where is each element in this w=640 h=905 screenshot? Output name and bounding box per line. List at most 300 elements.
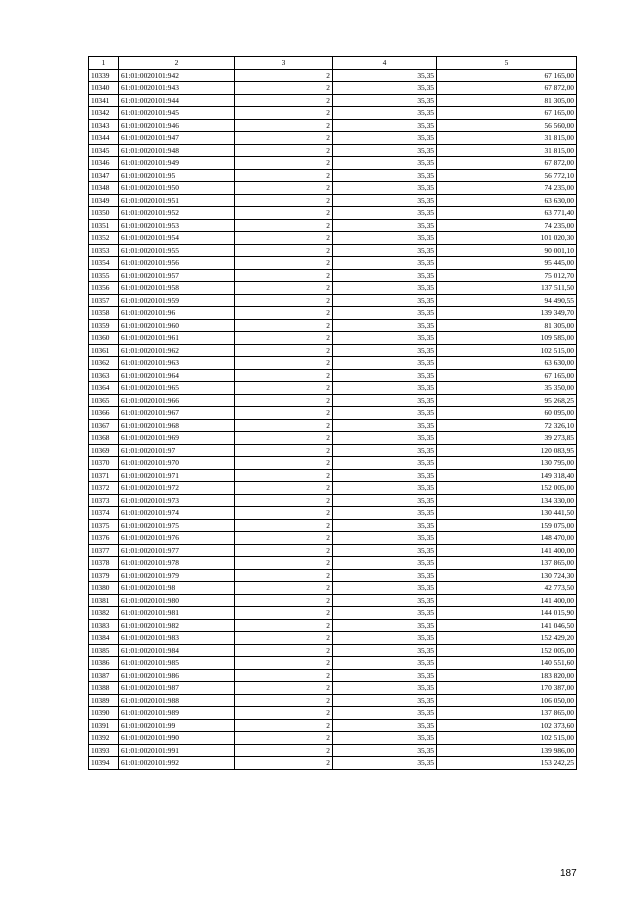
row-number-cell: 10355: [89, 269, 119, 282]
rate-cell: 35,35: [333, 257, 437, 270]
row-number-cell: 10371: [89, 469, 119, 482]
table-row: [89, 694, 577, 707]
cadastral-number-cell: 61:01:0020101:954: [119, 232, 235, 245]
quantity-cell: 2: [235, 294, 333, 307]
rate-cell: 35,35: [333, 732, 437, 745]
quantity-cell: 2: [235, 269, 333, 282]
cadastral-number-cell: 61:01:0020101:943: [119, 82, 235, 95]
row-number-cell: 10380: [89, 582, 119, 595]
rate-cell: 35,35: [333, 207, 437, 220]
quantity-cell: 2: [235, 344, 333, 357]
table-row: [89, 244, 577, 257]
row-number-cell: 10341: [89, 94, 119, 107]
table-row: [89, 557, 577, 570]
cadastral-number-cell: 61:01:0020101:982: [119, 619, 235, 632]
cadastral-number-cell: 61:01:0020101:946: [119, 119, 235, 132]
rate-cell: 35,35: [333, 744, 437, 757]
cadastral-number-cell: 61:01:0020101:987: [119, 682, 235, 695]
table-row: [89, 407, 577, 420]
quantity-cell: 2: [235, 632, 333, 645]
quantity-cell: 2: [235, 369, 333, 382]
cadastral-number-cell: 61:01:0020101:958: [119, 282, 235, 295]
quantity-cell: 2: [235, 582, 333, 595]
amount-cell: 137 865,00: [437, 707, 577, 720]
quantity-cell: 2: [235, 332, 333, 345]
quantity-cell: 2: [235, 357, 333, 370]
amount-cell: 140 551,60: [437, 657, 577, 670]
cadastral-number-cell: 61:01:0020101:951: [119, 194, 235, 207]
cadastral-number-cell: 61:01:0020101:985: [119, 657, 235, 670]
table-row: [89, 269, 577, 282]
amount-cell: 148 470,00: [437, 532, 577, 545]
row-number-cell: 10393: [89, 744, 119, 757]
quantity-cell: 2: [235, 432, 333, 445]
amount-cell: 67 165,00: [437, 69, 577, 82]
quantity-cell: 2: [235, 319, 333, 332]
cadastral-number-cell: 61:01:0020101:991: [119, 744, 235, 757]
row-number-cell: 10384: [89, 632, 119, 645]
table-row: [89, 607, 577, 620]
row-number-cell: 10377: [89, 544, 119, 557]
amount-cell: 95 445,00: [437, 257, 577, 270]
quantity-cell: 2: [235, 732, 333, 745]
table-row: [89, 357, 577, 370]
row-number-cell: 10356: [89, 282, 119, 295]
amount-cell: 63 630,00: [437, 357, 577, 370]
rate-cell: 35,35: [333, 319, 437, 332]
row-number-cell: 10364: [89, 382, 119, 395]
amount-cell: 144 015,90: [437, 607, 577, 620]
cadastral-number-cell: 61:01:0020101:96: [119, 307, 235, 320]
quantity-cell: 2: [235, 707, 333, 720]
quantity-cell: 2: [235, 482, 333, 495]
rate-cell: 35,35: [333, 307, 437, 320]
rate-cell: 35,35: [333, 94, 437, 107]
row-number-cell: 10392: [89, 732, 119, 745]
table-row: [89, 707, 577, 720]
cadastral-number-cell: 61:01:0020101:968: [119, 419, 235, 432]
quantity-cell: 2: [235, 607, 333, 620]
rate-cell: 35,35: [333, 544, 437, 557]
quantity-cell: 2: [235, 619, 333, 632]
quantity-cell: 2: [235, 257, 333, 270]
rate-cell: 35,35: [333, 594, 437, 607]
amount-cell: 31 815,00: [437, 132, 577, 145]
rate-cell: 35,35: [333, 419, 437, 432]
quantity-cell: 2: [235, 507, 333, 520]
row-number-cell: 10344: [89, 132, 119, 145]
cadastral-number-cell: 61:01:0020101:945: [119, 107, 235, 120]
table-row: [89, 644, 577, 657]
row-number-cell: 10363: [89, 369, 119, 382]
cadastral-number-cell: 61:01:0020101:977: [119, 544, 235, 557]
quantity-cell: 2: [235, 444, 333, 457]
table-row: [89, 344, 577, 357]
table-row: [89, 482, 577, 495]
cadastral-number-cell: 61:01:0020101:965: [119, 382, 235, 395]
amount-cell: 67 165,00: [437, 369, 577, 382]
cadastral-number-cell: 61:01:0020101:962: [119, 344, 235, 357]
data-table: [88, 56, 577, 770]
row-number-cell: 10391: [89, 719, 119, 732]
row-number-cell: 10378: [89, 557, 119, 570]
rate-cell: 35,35: [333, 344, 437, 357]
amount-cell: 141 400,00: [437, 594, 577, 607]
cadastral-number-cell: 61:01:0020101:986: [119, 669, 235, 682]
page-number: 187: [560, 868, 577, 879]
quantity-cell: 2: [235, 557, 333, 570]
row-number-cell: 10372: [89, 482, 119, 495]
cadastral-number-cell: 61:01:0020101:978: [119, 557, 235, 570]
quantity-cell: 2: [235, 282, 333, 295]
table-row: [89, 157, 577, 170]
rate-cell: 35,35: [333, 232, 437, 245]
table-row: [89, 544, 577, 557]
table-row: [89, 669, 577, 682]
row-number-cell: 10348: [89, 182, 119, 195]
table-row: [89, 382, 577, 395]
row-number-cell: 10379: [89, 569, 119, 582]
rate-cell: 35,35: [333, 219, 437, 232]
table-row: [89, 307, 577, 320]
quantity-cell: 2: [235, 219, 333, 232]
quantity-cell: 2: [235, 382, 333, 395]
amount-cell: 63 771,40: [437, 207, 577, 220]
rate-cell: 35,35: [333, 394, 437, 407]
rate-cell: 35,35: [333, 132, 437, 145]
amount-cell: 134 330,00: [437, 494, 577, 507]
rate-cell: 35,35: [333, 494, 437, 507]
row-number-cell: 10388: [89, 682, 119, 695]
amount-cell: 137 511,50: [437, 282, 577, 295]
cadastral-number-cell: 61:01:0020101:97: [119, 444, 235, 457]
table-row: [89, 732, 577, 745]
quantity-cell: 2: [235, 182, 333, 195]
rate-cell: 35,35: [333, 557, 437, 570]
table-row: [89, 744, 577, 757]
rate-cell: 35,35: [333, 482, 437, 495]
rate-cell: 35,35: [333, 532, 437, 545]
amount-cell: 102 515,00: [437, 344, 577, 357]
quantity-cell: 2: [235, 144, 333, 157]
cadastral-number-cell: 61:01:0020101:95: [119, 169, 235, 182]
table-row: [89, 319, 577, 332]
row-number-cell: 10376: [89, 532, 119, 545]
cadastral-number-cell: 61:01:0020101:98: [119, 582, 235, 595]
quantity-cell: 2: [235, 694, 333, 707]
row-number-cell: 10359: [89, 319, 119, 332]
amount-cell: 159 075,00: [437, 519, 577, 532]
cadastral-number-cell: 61:01:0020101:99: [119, 719, 235, 732]
row-number-cell: 10383: [89, 619, 119, 632]
table-row: [89, 294, 577, 307]
quantity-cell: 2: [235, 169, 333, 182]
amount-cell: 106 050,00: [437, 694, 577, 707]
row-number-cell: 10381: [89, 594, 119, 607]
amount-cell: 95 268,25: [437, 394, 577, 407]
cadastral-number-cell: 61:01:0020101:967: [119, 407, 235, 420]
cadastral-number-cell: 61:01:0020101:989: [119, 707, 235, 720]
rate-cell: 35,35: [333, 682, 437, 695]
cadastral-number-cell: 61:01:0020101:947: [119, 132, 235, 145]
table-header-row: [89, 57, 577, 70]
rate-cell: 35,35: [333, 607, 437, 620]
quantity-cell: 2: [235, 644, 333, 657]
cadastral-number-cell: 61:01:0020101:971: [119, 469, 235, 482]
quantity-cell: 2: [235, 244, 333, 257]
row-number-cell: 10361: [89, 344, 119, 357]
row-number-cell: 10373: [89, 494, 119, 507]
amount-cell: 152 429,20: [437, 632, 577, 645]
quantity-cell: 2: [235, 669, 333, 682]
rate-cell: 35,35: [333, 107, 437, 120]
quantity-cell: 2: [235, 532, 333, 545]
cadastral-number-cell: 61:01:0020101:975: [119, 519, 235, 532]
table-row: [89, 169, 577, 182]
table-row: [89, 232, 577, 245]
amount-cell: 102 515,00: [437, 732, 577, 745]
table-row: [89, 132, 577, 145]
column-header-1: 1: [89, 57, 119, 70]
cadastral-number-cell: 61:01:0020101:983: [119, 632, 235, 645]
rate-cell: 35,35: [333, 382, 437, 395]
quantity-cell: 2: [235, 157, 333, 170]
quantity-cell: 2: [235, 94, 333, 107]
rate-cell: 35,35: [333, 444, 437, 457]
quantity-cell: 2: [235, 419, 333, 432]
amount-cell: 139 349,70: [437, 307, 577, 320]
quantity-cell: 2: [235, 457, 333, 470]
cadastral-number-cell: 61:01:0020101:979: [119, 569, 235, 582]
quantity-cell: 2: [235, 519, 333, 532]
amount-cell: 183 820,00: [437, 669, 577, 682]
rate-cell: 35,35: [333, 144, 437, 157]
quantity-cell: 2: [235, 494, 333, 507]
cadastral-number-cell: 61:01:0020101:956: [119, 257, 235, 270]
row-number-cell: 10351: [89, 219, 119, 232]
rate-cell: 35,35: [333, 632, 437, 645]
column-header-4: 4: [333, 57, 437, 70]
table-row: [89, 632, 577, 645]
amount-cell: 130 724,30: [437, 569, 577, 582]
table-row: [89, 532, 577, 545]
rate-cell: 35,35: [333, 294, 437, 307]
cadastral-number-cell: 61:01:0020101:980: [119, 594, 235, 607]
amount-cell: 39 273,85: [437, 432, 577, 445]
cadastral-number-cell: 61:01:0020101:949: [119, 157, 235, 170]
amount-cell: 42 773,50: [437, 582, 577, 595]
rate-cell: 35,35: [333, 169, 437, 182]
row-number-cell: 10389: [89, 694, 119, 707]
amount-cell: 109 585,00: [437, 332, 577, 345]
quantity-cell: 2: [235, 232, 333, 245]
table-row: [89, 144, 577, 157]
amount-cell: 56 772,10: [437, 169, 577, 182]
table-row: [89, 207, 577, 220]
cadastral-number-cell: 61:01:0020101:952: [119, 207, 235, 220]
table-row: [89, 494, 577, 507]
rate-cell: 35,35: [333, 707, 437, 720]
table-row: [89, 369, 577, 382]
cadastral-number-cell: 61:01:0020101:969: [119, 432, 235, 445]
amount-cell: 72 326,10: [437, 419, 577, 432]
rate-cell: 35,35: [333, 407, 437, 420]
rate-cell: 35,35: [333, 644, 437, 657]
table-row: [89, 507, 577, 520]
table-body: [89, 69, 577, 769]
row-number-cell: 10365: [89, 394, 119, 407]
quantity-cell: 2: [235, 207, 333, 220]
rate-cell: 35,35: [333, 369, 437, 382]
cadastral-number-cell: 61:01:0020101:960: [119, 319, 235, 332]
table-row: [89, 519, 577, 532]
amount-cell: 102 373,60: [437, 719, 577, 732]
amount-cell: 141 400,00: [437, 544, 577, 557]
table-row: [89, 69, 577, 82]
amount-cell: 35 350,00: [437, 382, 577, 395]
quantity-cell: 2: [235, 569, 333, 582]
quantity-cell: 2: [235, 407, 333, 420]
amount-cell: 63 630,00: [437, 194, 577, 207]
quantity-cell: 2: [235, 469, 333, 482]
rate-cell: 35,35: [333, 357, 437, 370]
table-row: [89, 94, 577, 107]
quantity-cell: 2: [235, 82, 333, 95]
table-row: [89, 594, 577, 607]
quantity-cell: 2: [235, 594, 333, 607]
row-number-cell: 10358: [89, 307, 119, 320]
row-number-cell: 10386: [89, 657, 119, 670]
row-number-cell: 10394: [89, 757, 119, 770]
cadastral-number-cell: 61:01:0020101:957: [119, 269, 235, 282]
quantity-cell: 2: [235, 194, 333, 207]
rate-cell: 35,35: [333, 432, 437, 445]
row-number-cell: 10340: [89, 82, 119, 95]
amount-cell: 81 305,00: [437, 319, 577, 332]
cadastral-number-cell: 61:01:0020101:959: [119, 294, 235, 307]
quantity-cell: 2: [235, 657, 333, 670]
rate-cell: 35,35: [333, 244, 437, 257]
rate-cell: 35,35: [333, 282, 437, 295]
row-number-cell: 10362: [89, 357, 119, 370]
rate-cell: 35,35: [333, 157, 437, 170]
rate-cell: 35,35: [333, 694, 437, 707]
cadastral-number-cell: 61:01:0020101:950: [119, 182, 235, 195]
amount-cell: 94 490,55: [437, 294, 577, 307]
row-number-cell: 10347: [89, 169, 119, 182]
row-number-cell: 10387: [89, 669, 119, 682]
amount-cell: 130 441,50: [437, 507, 577, 520]
quantity-cell: 2: [235, 544, 333, 557]
amount-cell: 90 001,10: [437, 244, 577, 257]
table-row: [89, 619, 577, 632]
row-number-cell: 10342: [89, 107, 119, 120]
rate-cell: 35,35: [333, 669, 437, 682]
cadastral-number-cell: 61:01:0020101:988: [119, 694, 235, 707]
cadastral-number-cell: 61:01:0020101:973: [119, 494, 235, 507]
rate-cell: 35,35: [333, 194, 437, 207]
rate-cell: 35,35: [333, 69, 437, 82]
table-row: [89, 119, 577, 132]
quantity-cell: 2: [235, 394, 333, 407]
rate-cell: 35,35: [333, 269, 437, 282]
amount-cell: 81 305,00: [437, 94, 577, 107]
quantity-cell: 2: [235, 682, 333, 695]
row-number-cell: 10349: [89, 194, 119, 207]
row-number-cell: 10352: [89, 232, 119, 245]
cadastral-number-cell: 61:01:0020101:974: [119, 507, 235, 520]
amount-cell: 75 012,70: [437, 269, 577, 282]
cadastral-number-cell: 61:01:0020101:953: [119, 219, 235, 232]
table-row: [89, 82, 577, 95]
table-row: [89, 444, 577, 457]
table-row: [89, 457, 577, 470]
amount-cell: 137 865,00: [437, 557, 577, 570]
row-number-cell: 10369: [89, 444, 119, 457]
cadastral-number-cell: 61:01:0020101:948: [119, 144, 235, 157]
table-row: [89, 332, 577, 345]
amount-cell: 74 235,00: [437, 182, 577, 195]
quantity-cell: 2: [235, 757, 333, 770]
amount-cell: 67 165,00: [437, 107, 577, 120]
row-number-cell: 10343: [89, 119, 119, 132]
row-number-cell: 10382: [89, 607, 119, 620]
row-number-cell: 10350: [89, 207, 119, 220]
rate-cell: 35,35: [333, 507, 437, 520]
amount-cell: 67 872,00: [437, 157, 577, 170]
row-number-cell: 10346: [89, 157, 119, 170]
amount-cell: 152 005,00: [437, 644, 577, 657]
quantity-cell: 2: [235, 69, 333, 82]
cadastral-number-cell: 61:01:0020101:992: [119, 757, 235, 770]
amount-cell: 67 872,00: [437, 82, 577, 95]
table-row: [89, 107, 577, 120]
amount-cell: 149 318,40: [437, 469, 577, 482]
rate-cell: 35,35: [333, 457, 437, 470]
cadastral-number-cell: 61:01:0020101:964: [119, 369, 235, 382]
table-row: [89, 582, 577, 595]
cadastral-number-cell: 61:01:0020101:963: [119, 357, 235, 370]
row-number-cell: 10366: [89, 407, 119, 420]
amount-cell: 141 046,50: [437, 619, 577, 632]
rate-cell: 35,35: [333, 582, 437, 595]
column-header-2: 2: [119, 57, 235, 70]
cadastral-number-cell: 61:01:0020101:955: [119, 244, 235, 257]
table-row: [89, 682, 577, 695]
table-row: [89, 469, 577, 482]
quantity-cell: 2: [235, 307, 333, 320]
rate-cell: 35,35: [333, 119, 437, 132]
table-row: [89, 182, 577, 195]
quantity-cell: 2: [235, 132, 333, 145]
table-row: [89, 569, 577, 582]
amount-cell: 74 235,00: [437, 219, 577, 232]
rate-cell: 35,35: [333, 719, 437, 732]
cadastral-number-cell: 61:01:0020101:972: [119, 482, 235, 495]
amount-cell: 56 560,00: [437, 119, 577, 132]
cadastral-number-cell: 61:01:0020101:970: [119, 457, 235, 470]
row-number-cell: 10370: [89, 457, 119, 470]
rate-cell: 35,35: [333, 469, 437, 482]
table-row: [89, 657, 577, 670]
column-header-5: 5: [437, 57, 577, 70]
table-row: [89, 432, 577, 445]
amount-cell: 31 815,00: [437, 144, 577, 157]
column-header-3: 3: [235, 57, 333, 70]
row-number-cell: 10345: [89, 144, 119, 157]
row-number-cell: 10367: [89, 419, 119, 432]
amount-cell: 120 083,95: [437, 444, 577, 457]
